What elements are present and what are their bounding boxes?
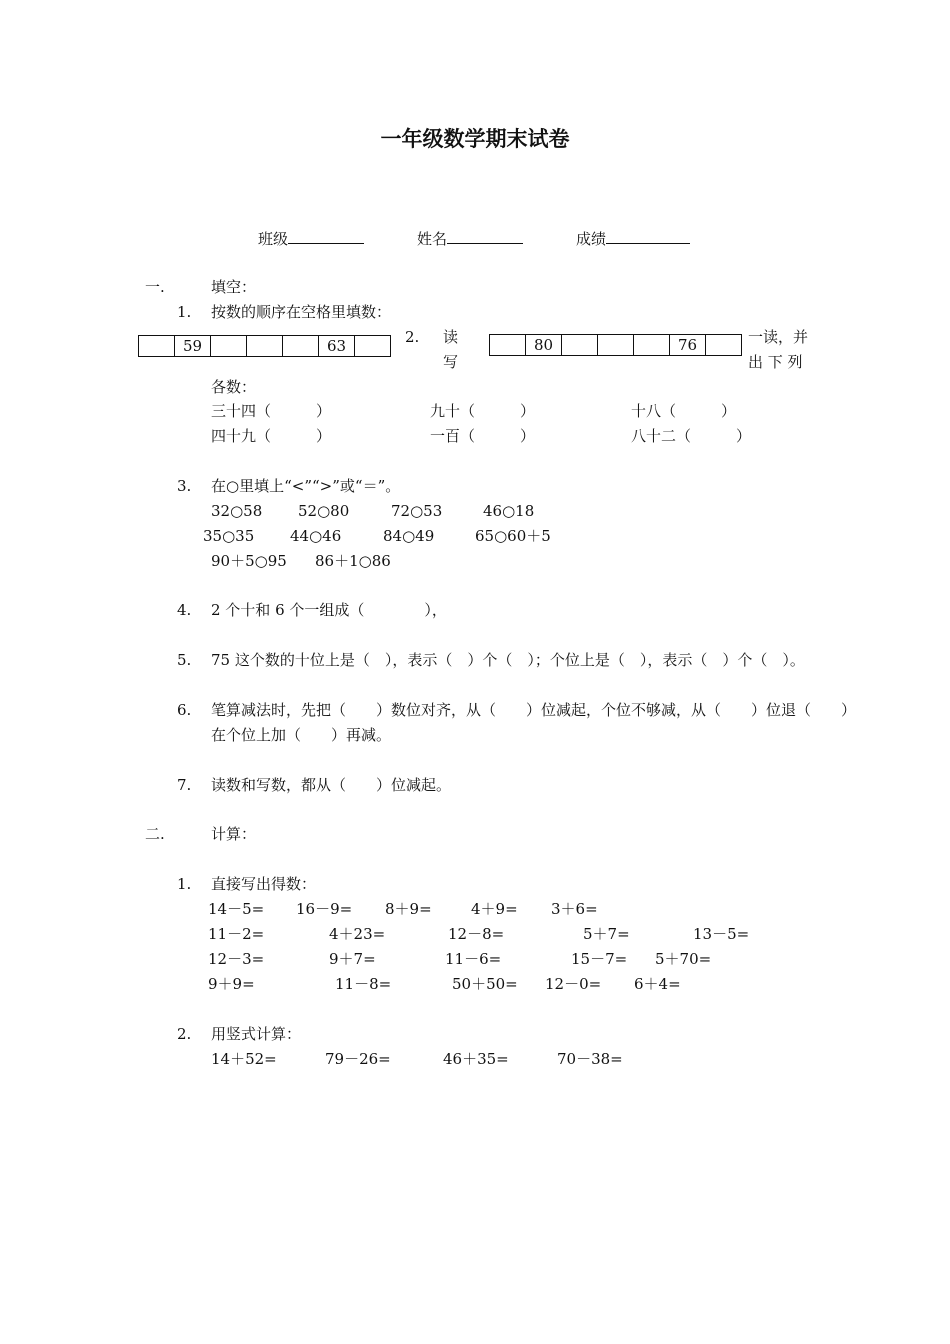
q2-sequence-boxes bbox=[489, 334, 742, 356]
q3-item: 52○80 bbox=[298, 502, 350, 520]
vertical-calc-item: 79－26= bbox=[325, 1050, 391, 1068]
calc-item: 12－3= bbox=[208, 950, 265, 968]
calc-item: 12－8= bbox=[448, 925, 505, 943]
q7-number: 7. bbox=[177, 776, 192, 794]
page-title: 一年级数学期末试卷 bbox=[380, 127, 570, 151]
q2-item: 三十四（ ） bbox=[211, 402, 332, 420]
q6-number: 6. bbox=[177, 701, 192, 719]
section-2-title: 计算： bbox=[211, 825, 257, 843]
sequence-cell: 63 bbox=[319, 336, 355, 356]
sequence-cell[interactable] bbox=[283, 336, 319, 356]
score-blank[interactable] bbox=[606, 227, 690, 244]
class-field[interactable] bbox=[258, 227, 364, 249]
score-field[interactable] bbox=[576, 227, 690, 249]
calc-item: 13－5= bbox=[693, 925, 750, 943]
q5-text: 75 这个数的十位上是（ ），表示（ ）个（ ）；个位上是（ ），表示（ ）个（ ）。 bbox=[211, 651, 805, 669]
q2-item: 一百（ ） bbox=[430, 427, 536, 445]
calc-item: 50＋50= bbox=[452, 975, 518, 993]
q2-item: 四十九（ ） bbox=[211, 427, 332, 445]
sequence-cell: 59 bbox=[175, 336, 211, 356]
sequence-cell[interactable] bbox=[139, 336, 175, 356]
sequence-cell[interactable] bbox=[562, 335, 598, 355]
q2-item: 八十二（ ） bbox=[631, 427, 752, 445]
sequence-cell[interactable] bbox=[490, 335, 526, 355]
q3-item: 84○49 bbox=[383, 527, 435, 545]
calc-item: 11－6= bbox=[445, 950, 502, 968]
q3-number: 3. bbox=[177, 477, 192, 495]
vertical-calc-item: 46＋35= bbox=[443, 1050, 509, 1068]
score-label: 成绩 bbox=[576, 230, 607, 248]
calc-item: 11－8= bbox=[335, 975, 392, 993]
q2-right-text-1: 一读，并 bbox=[748, 328, 809, 346]
section-2-number: 二. bbox=[145, 825, 165, 843]
sequence-cell[interactable] bbox=[247, 336, 283, 356]
vertical-calc-item: 70－38= bbox=[557, 1050, 623, 1068]
sequence-cell: 76 bbox=[670, 335, 706, 355]
q6-line-2: 在个位上加（ ）再减。 bbox=[211, 726, 392, 744]
calc-item: 11－2= bbox=[208, 925, 265, 943]
calc-item: 9＋9= bbox=[208, 975, 255, 993]
q3-item: 65○60＋5 bbox=[475, 527, 551, 545]
q1-text: 按数的顺序在空格里填数： bbox=[211, 303, 392, 321]
calc-item: 15－7= bbox=[571, 950, 628, 968]
sequence-cell: 80 bbox=[526, 335, 562, 355]
q2-item: 九十（ ） bbox=[430, 402, 536, 420]
q7-text: 读数和写数，都从（ ）位减起。 bbox=[211, 776, 452, 794]
sequence-cell[interactable] bbox=[598, 335, 634, 355]
calc-item: 8＋9= bbox=[385, 900, 432, 918]
q3-item: 86＋1○86 bbox=[315, 552, 391, 570]
calc-item: 6＋4= bbox=[634, 975, 681, 993]
q3-item: 46○18 bbox=[483, 502, 535, 520]
calc-item: 4＋9= bbox=[471, 900, 518, 918]
q3-item: 44○46 bbox=[290, 527, 342, 545]
q5-number: 5. bbox=[177, 651, 192, 669]
calc-item: 9＋7= bbox=[329, 950, 376, 968]
q3-item: 72○53 bbox=[391, 502, 443, 520]
q1-sequence-boxes bbox=[138, 335, 391, 357]
calc-q2-number: 2. bbox=[177, 1025, 192, 1043]
calc-item: 3＋6= bbox=[551, 900, 598, 918]
class-blank[interactable] bbox=[288, 227, 364, 244]
calc-item: 12－0= bbox=[545, 975, 602, 993]
class-label: 班级 bbox=[258, 230, 289, 248]
q4-text: 2 个十和 6 个一组成（ ）， bbox=[211, 601, 447, 619]
q4-number: 4. bbox=[177, 601, 192, 619]
q3-item: 35○35 bbox=[203, 527, 255, 545]
sequence-cell[interactable] bbox=[706, 335, 741, 355]
sequence-cell[interactable] bbox=[634, 335, 670, 355]
calc-q1-number: 1. bbox=[177, 875, 192, 893]
q2-right-text-2: 出 下 列 bbox=[748, 353, 803, 371]
name-field[interactable] bbox=[417, 227, 523, 249]
calc-item: 16－9= bbox=[296, 900, 353, 918]
calc-q1-text: 直接写出得数： bbox=[211, 875, 317, 893]
name-label: 姓名 bbox=[417, 230, 448, 248]
sequence-cell[interactable] bbox=[355, 336, 390, 356]
calc-item: 14－5= bbox=[208, 900, 265, 918]
q3-text: 在○里填上“<”“>”或“＝”。 bbox=[211, 477, 401, 495]
calc-item: 5＋7= bbox=[583, 925, 630, 943]
q2-write: 写 bbox=[443, 353, 459, 371]
q3-item: 90＋5○95 bbox=[211, 552, 287, 570]
vertical-calc-item: 14＋52= bbox=[211, 1050, 277, 1068]
q3-item: 32○58 bbox=[211, 502, 263, 520]
q6-line-1: 笔算减法时，先把（ ）数位对齐，从（ ）位减起，个位不够减，从（ ）位退（ ） bbox=[211, 701, 857, 719]
q2-item: 十八（ ） bbox=[631, 402, 737, 420]
section-1-number: 一. bbox=[145, 278, 165, 296]
q2-read: 读 bbox=[443, 328, 459, 346]
sequence-cell[interactable] bbox=[211, 336, 247, 356]
q2-number: 2. bbox=[405, 328, 420, 346]
q2-tail: 各数： bbox=[211, 378, 257, 396]
calc-q2-text: 用竖式计算： bbox=[211, 1025, 302, 1043]
calc-item: 4＋23= bbox=[329, 925, 386, 943]
section-1-title: 填空： bbox=[211, 278, 257, 296]
name-blank[interactable] bbox=[447, 227, 523, 244]
q1-number: 1. bbox=[177, 303, 192, 321]
calc-item: 5＋70= bbox=[655, 950, 712, 968]
